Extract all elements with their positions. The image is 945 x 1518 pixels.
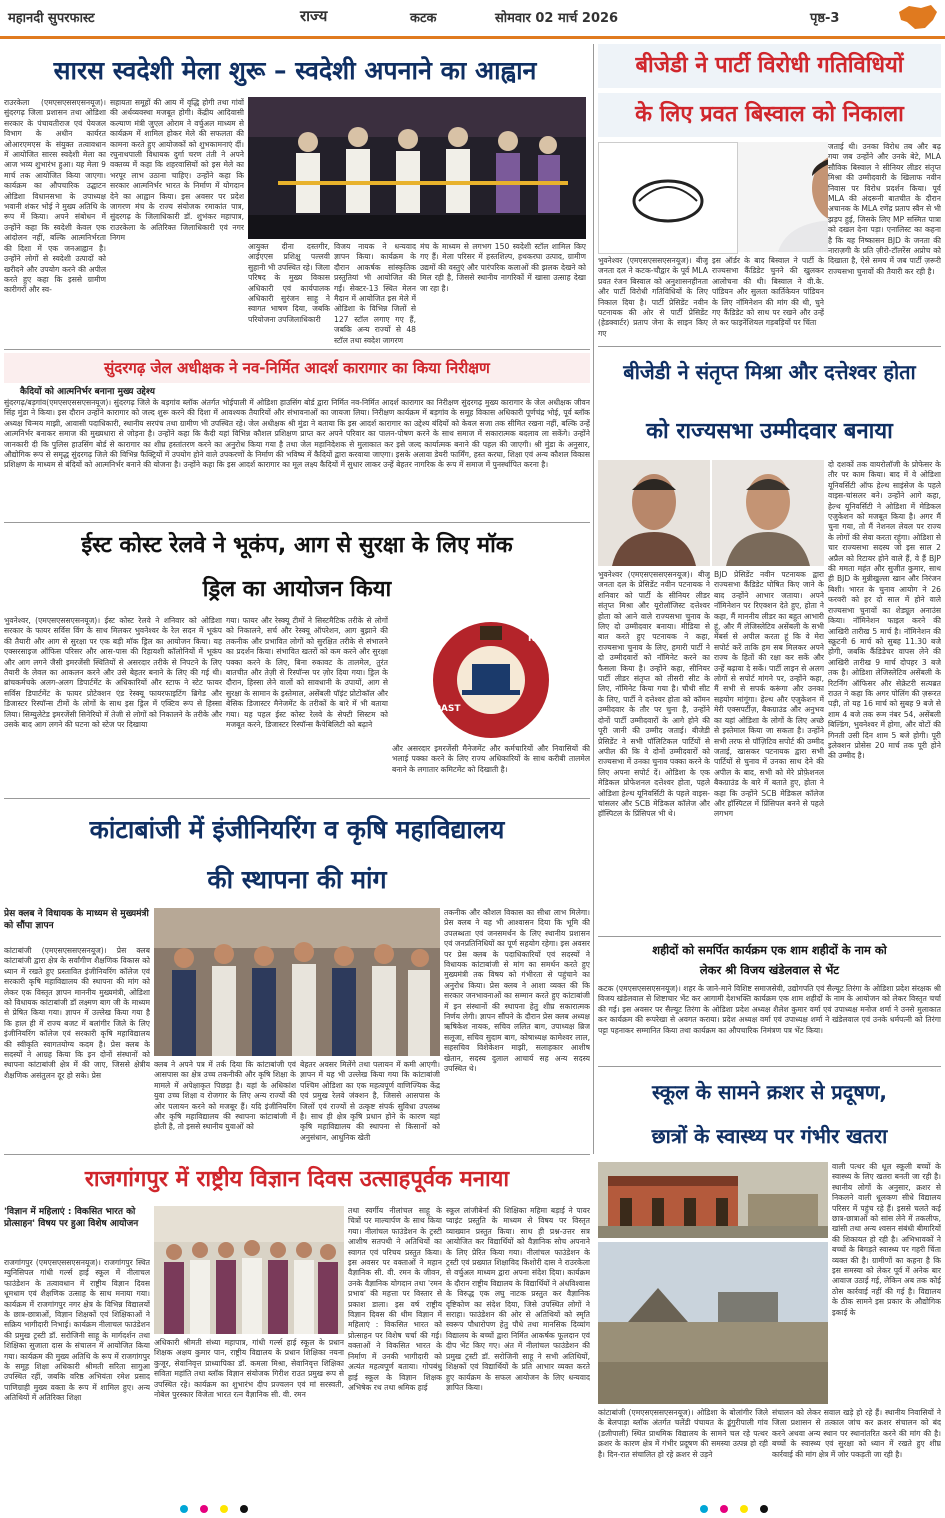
jail-headline: सुंदरगढ़ जेल अधीक्षक ने नव-निर्मित आदर्श कारागार का किया निरीक्षण [4, 353, 590, 383]
bjd-rs-headline-1: बीजेडी ने संतृप्त मिश्रा और दत्तेश्वर होता [623, 360, 916, 384]
bjd-expel-headline-1: बीजेडी ने पार्टी विरोधी गतिविधियों [598, 44, 941, 88]
crusher-headline-2: छात्रों के स्वास्थ्य पर गंभीर खतरा [651, 1124, 888, 1148]
rajgangpur-col-4: स्कूल लांजीबेर्ना की शिक्षिका महिमा बड़ाई ने पावर प्वाइंट प्रस्तुति के माध्यम से विषय पर विस्तृत व्याख्यान प्रस्तुत किया। साथ ही प्रश्न-उत्तर सत्र आयोजित कर विद्यार्थियों को वैज्ञानिक सोच अपनाने के लिए प्रेरित किया गया। नीलांचल फाउंडेशन के ट्रस्टी एवं प्रख्यात शिक्षाविद किशोरी दास ने राउरकेला से वर्चुअल माध्यम द्वारा अपना संदेश दिया। कार्यक्रम के दौरान राष्ट्रीय विद्यालय के विद्यार्थियों ने अंधविश्वास के विरुद्ध एक लघु नाटक प्रस्तुत कर वैज्ञानिक दृष्टिकोण का संदेश दिया, जिसे उपस्थित लोगों ने सराहा। फाउंडेशन की ओर से अतिथियों को स्मृति स्वरूप पौधारोपण हेतु पौधे तथा मानसिक दिव्यांग विद्यालय के बच्चों द्वारा निर्मित आकर्षक फूलदान एवं दीप भेंट किए गए। अंत में नीलांचल फाउंडेशन की प्रमुख ट्रस्टी डॉ. सरोजिनी साहू ने सभी अतिथियों, शिक्षकों एवं विद्यार्थियों के प्रति आभार व्यक्त करते हुए कार्यक्रम के सफल आयोजन के लिए धन्यवाद ज्ञापित किया। [446, 1206, 590, 1392]
railway-col-2: गया। फायर और रेस्क्यू टीमों ने सिस्टमैटिक तरीके से लोगों को निकालने, सर्च और रेस्क्यू ऑपरेशन, आग बुझाने की तकनीक और प्रभावित लोगों को सुरक्षित तरीके से संभालने का प्रदर्शन किया। संभावित खतरों को कम करने और सुरक्षा पक्का करने के लिए, बिना रुकावट के तालमेल, तुरंत बातचीत और तेज़ी से रिस्पॉन्स पर ज़ोर दिया गया। ड्रिल के दौरान, हिस्सा लेने वालों को सावधानी के उपायों, आग से सुरक्षा के सामान के इस्तेमाल, असेंबली पॉइंट प्रोटोकॉल और बेसिक डिजास्टर मैनेजमेंट के तरीकों के बारे में भी बताया गया। यह पहल ईस्ट कोस्ट रेलवे के सेफ्टी सिस्टम को मजबूत करने, डिजास्टर रिस्पॉन्स कैपेबिलिटी को बढ़ाने [226, 616, 388, 730]
bjd-rs-col-1: भुवनेश्वर (एमएसएससएसनयूज)। बीजू जनता दल के प्रेसिडेंट नवीन पटनायक ने शनिवार को पार्टी के सीनियर लीडर संतृप्त मिश्रा और यूरोलॉजिस्ट दत्तेश्वर होता को आने वाले राज्यसभा चुनाव के लिए दो उम्मीदवार बनाया। मीडिया से बात करते हुए पटनायक ने कहा, राज्यसभा चुनाव के लिए, हमारी पार्टी ने दो उम्मीदवारों को नॉमिनेट करने का फैसला किया है। उन्होंने कहा, सीनियर पार्टी लीडर संतृप्त को तीसरी सीट के लिए, नॉमिनेट किया गया है। चौथी सीट के लिए, पार्टी ने दत्तेश्वर होता को कॉमन उम्मीदवार के तौर पर चुना है, उन्होंने दोनों पार्टी उम्मीदवारों के आगे होने की पूरी जानी की उम्मीद जताई। बीजेडी प्रेसिडेंट ने सभी पॉलिटिकल पार्टियों से अपील की कि वे दोनों उम्मीदवारों को राज्यसभा में उनका चुनाव पक्का करने के लिए अपना सपोर्ट दें। ओडिशा के एक मेडिकल प्रोफेशनल दत्तेश्वर होता, पहले ओडिशा हेल्थ यूनिवर्सिटी के पहले वाइस-चांसलर और SCB मेडिकल कॉलेज और हॉस्पिटल के प्रिंसिपल भी थे। [598, 570, 710, 819]
crusher-site-photo [598, 1242, 828, 1404]
shaheed-body: कटक (एमएसएससएसनयूज)। शहर के जाने-माने विशिष्ट समाजसेवी, उद्योगपति एवं सैल्यूट तिरंगा के ओडिशा प्रदेश संरक्षक श्री विजय खंडेलवाल से शिष्टाचार भेंट कर आगामी देशभक्ति कार्यक्रम एक शाम शहीदों के नाम के आयोजन को लेकर विस्तृत चर्चा की गई। इस अवसर पर सैल्यूट तिरंगा के ओडिशा प्रदेश अध्यक्ष शैलेश कुमार वर्मा एवं उपाध्यक्ष मनोज शर्मा ने उनसे मुलाकात कर कार्यक्रम की रूपरेखा से अवगत कराया। प्रदेश अध्यक्ष वर्मा एवं उपाध्यक्ष शर्मा ने खंडेलवाल एवं उनके धर्मपत्नी को तिरंगा पट्टा पहनाकर सम्मानित किया तथा कार्यक्रम का औपचारिक निमंत्रण पत्र भेंट किया। [598, 984, 941, 1035]
magenta-mark-icon [720, 1505, 728, 1513]
saras-col-3: आयुक्त दीना दस्तगीर, आईएएस प्रशिक्षु पल्लवी सुहानी भी उपस्थित रहे। जिला परिषद के मुख्य विकास अधिकारी एवं कार्यपालक अधिकारी सुरंजन साहू ने स्वागत भाषण दिया, जबकि परियोजना उपजिलाधिकारी [248, 242, 330, 324]
rajgangpur-col-1: राजगांगपुर (एमएसएससएसनयूज)। राजगांगपुर स्थित म्युनिसिपल गांधी गर्ल्स हाई स्कूल में नीलाचल फाउंडेशन के तत्वावधान में राष्ट्रीय विज्ञान दिवस धूमधाम एवं शैक्षणिक उत्साह के साथ मनाया गया। कार्यक्रम में राजगांगपुर नगर क्षेत्र के विभिन्न विद्यालयों के छात्र-छात्राओं, विज्ञान शिक्षकों एवं शिक्षिकाओं ने सक्रिय भागीदारी निभाई। कार्यक्रम नीलाचल फाउंडेशन की प्रमुख ट्रस्टी डॉ. सरोजिनी साहू के मार्गदर्शन तथा शिक्षिका सुजाता दास के संचालन में आयोजित किया गया। कार्यक्रम की मुख्य अतिथि के रूप में राजगांगपुर के समूह शिक्षा अधिकारी श्रीमती सरिता सागुआ उपस्थित रहीं, जबकि वरिष्ठ अभियंता रमेश प्रसाद पाणिग्राही मुख्य वक्ता के रूप में शामिल हुए। अन्य अतिथियों में अतिरिक्त शिक्षा [4, 1258, 150, 1403]
saras-col-2: सहायता समूहों की आय में वृद्धि होगी तथा गांवों की अर्थव्यवस्था मजबूत होगी। केंद्रीय आदिवासी कल्याण मंत्री जुएल ओराम ने वर्चुअल माध्यम से कार्यक्रम में शामिल होकर मेले की सफलता की कामना करते हुए आयोजकों को शुभकामनाएं दीं। रघुनाथपाली विधायक दुर्गा चरण तंती ने अपने वक्तव्य में कहा कि शहरवासियों को इस मेले का भरपूर लाभ उठाना चाहिए। उन्होंने कहा कि सरकार आत्मनिर्भर भारत के निर्माण में योगदान देने का आह्वान किया। इस अवसर पर प्रदेश जागरण मंच के राज्य संयोजक रमाकांत पात्र, सुंदरगढ़ के जिलाधिकारी डॉ. शुभंकर महापात्र, राउरकेला के अतिरिक्त जिलाधिकारी एवं नगर निगम [110, 98, 244, 243]
conch-logo-icon [599, 143, 737, 253]
black-mark-icon [760, 1505, 768, 1513]
school-photo [598, 1162, 828, 1238]
railway-headline-2: ड्रिल का आयोजन किया [202, 577, 392, 602]
yellow-mark-icon [740, 1505, 748, 1513]
rajgangpur-col-3: तथा स्वर्गीय नीलांचल साहू के चित्रों पर माल्यार्पण के साथ किया गया। नीलांचल फाउंडेशन के ट्रस्टी आशीष सतपथी ने अतिथियों का स्वागत एवं परिचय प्रस्तुत किया। इस अवसर पर वक्ताओं ने महान वैज्ञानिक सी. वी. रमन के जीवन, उनके वैज्ञानिक योगदान तथा 'रमन प्रभाव' की महत्ता पर विस्तार से प्रकाश डाला। इस वर्ष राष्ट्रीय विज्ञान दिवस की थीम विज्ञान में महिलाएं : विकसित भारत को प्रोत्साहन पर विशेष चर्चा की गई। वक्ताओं ने विकसित भारत के निर्माण में उनकी भागीदारी को अत्यंत महत्वपूर्ण बताया। गोपबंधु हाई स्कूल के विज्ञान शिक्षक अभिषेक रथ तथा श्रमिक हाई [348, 1206, 442, 1392]
railway-col-1: भुवनेश्वर, (एमएसएससएसनयूज)। ईस्ट कोस्ट रेलवे ने शनिवार को ओडिशा सरकार के फायर सर्विस विंग के साथ मिलकर भुवनेश्वर के रेल सदन में भूकंप की तैयारी और आग से सुरक्षा पर एक बड़ी मॉक ड्रिल का आयोजन किया। यह एक्सरसाइज ऑफिस परिसर और आस-पास की रिहायशी कॉलोनियों में भूकंप और आग लगने जैसी इमरजेंसी स्थितियों से असरदार तरीके से निपटने के लिए तैयारी के लेवल का आकलन करने और उसे बेहतर बनाने के लिए की गई थी। ब्रांचकर्मचके अलग-अलग डिपार्टमेंट के अधिकारियों और स्टाफ ने स्टेट फायर सर्विस डिपार्टमेंट के फायर प्रोटेक्शन एंड रेस्क्यू फायरफाइटिंग ब्रिगेड और डिजास्टर रिस्पॉन्स टीमों के लोगों के साथ इस ड्रिल में एक्टिव रूप से हिस्सा लिया। सिम्युलेटेड इमरजेंसी सिनेरियो में तेजी से लोगों को निकालने के तरीके और उसके बाद आग लगने की घटना को स्टेज पर दिखाया [4, 616, 222, 730]
rajgangpur-photo [154, 1206, 344, 1334]
group-photo [154, 908, 440, 1056]
railway-col-3: और असरदार इमरजेंसी मैनेजमेंट और कर्मचारियों और निवासियों की भलाई पक्का करने के लिए राज्य अधिकारियों के साथ करीबी तालमेल बनाने के लगातार कमिटमेंट को दिखाती है। [392, 744, 590, 774]
bjd-logo-photo [598, 142, 738, 254]
kantabanji-col-1: कांटाबांजी (एमएसएससएसनयूज)। प्रेस क्लब कांटाबांजी द्वारा क्षेत्र के सर्वांगीण शैक्षणिक विकास को ध्यान में रखते हुए प्रस्तावित इंजीनियरिंग कॉलेज एवं सरकारी कृषि महाविद्यालय की स्थापना की मांग को लेकर एक विस्तृत ज्ञापन माननीय मुख्यमंत्री, ओडिशा को विधायक कांटाबांजी डॉ लक्ष्मण बाग जी के माध्यम से प्रेषित किया गया। ज्ञापन में उल्लेख किया गया है कि हाल ही में राज्य बजट में बलांगीर जिले के लिए इंजीनियरिंग कॉलेज एवं सरकारी कृषि महाविद्यालय की स्वीकृति स्वागतयोग्य कदम है। प्रेस क्लब के सदस्यों ने आग्रह किया कि इन दोनों संस्थानों को स्थापना कांटाबांजी क्षेत्र में की जाए, जिससे क्षेत्रीय शैक्षणिक असंतुलन दूर हो सके। प्रेस [4, 946, 150, 1080]
hota-photo [712, 460, 824, 566]
saras-col-4: विजय नायक ने धन्यवाद ज्ञापन किया। कार्यक्रम के दौरान आकर्षक सांस्कृतिक प्रस्तुतियां भी आयोजित की गईं। सेक्टर-13 स्थित मेलन मैदान में आयोजित इस मेले में ओडिशा के विभिन्न जिलों से 127 स्टॉल लगाए गए हैं, जबकि अन्य राज्यों से 48 स्टॉल तथा स्वदेश जागरण [334, 242, 416, 344]
odisha-map-icon [895, 2, 939, 32]
page-number: पृष्ठ-3 [810, 11, 840, 26]
crusher-col-right: वाली पत्थर की धूल स्कूली बच्चों के स्वास्थ्य के लिए खतरा बनती जा रही है। स्थानीय लोगों के अनुसार, क्रशर से निकलने वाली धूलकण सीधे विद्यालय परिसर में पहुंच रहे हैं। इससे चलते कई छात्र-छात्राओं को सांस लेने में तकलीफ, खांसी तथा अन्य श्वसन संबंधी बीमारियों की शिकायत हो रही है। अभिभावकों ने बच्चों के बिगड़ते स्वास्थ्य पर गहरी चिंता व्यक्त की है। ग्रामीणों का कहना है कि इस समस्या को लेकर पूर्व में अनेक बार आवाज उठाई गई, लेकिन अब तक कोई ठोस कार्रवाई नहीं की गई है। विद्यालय के ठीक सामने इस प्रकार के औद्योगिक इकाई के [832, 1162, 941, 1317]
railway-headline-1: ईस्ट कोस्ट रेलवे ने भूकंप, आग से सुरक्षा के लिए मॉक [81, 533, 513, 558]
jail-body: सुंदरगढ़/बड़गांव(एमएसएससएसनयूज)। सुंदरगढ़ जिले के बड़गांव ब्लॉक अंतर्गत भोईपाली में ओडिशा हाउसिंग बोर्ड द्वारा निर्मित नव-निर्मित आदर्श कारागार का निरीक्षण सुंदरगढ़ मुख्य कारागार के जेल अधीक्षक जीवन सिंह मुंडा ने किया। इस दौरान उन्होंने कारागार को जल्द शुरू करने की दिशा में आवश्यक तैयारियों और संभावनाओं का जायजा लिया। निरीक्षण कार्यक्रम में बड़गांव के समूह विकास अधिकारी पूर्णचंद्र भोई, पूर्व ब्लॉक अध्यक्ष चिन्मय माझी, आवासी पदाधिकारी, स्थानीय सरपंच तथा ग्रामीण भी उपस्थित रहे। जेल अधीक्षक श्री मुंडा ने बताया कि इस आदर्श कारागार का उद्देश्य बंदियों को केवल सजा तक सीमित रखना नहीं, बल्कि उन्हें आत्मनिर्भर बनाकर समाज की मुख्यधारा से जोड़ना है। उन्होंने कहा कि कैदी यहां विभिन्न कौशल प्रशिक्षण प्राप्त कर अपने परिवार का पालन-पोषण करने के साथ समाज में सकारात्मक बदलाव ला सकेंगे। उन्होंने जानकारी दी कि पुलिस हाउसिंग बोर्ड से कारागार का शीघ्र हस्तांतरण करने का अनुरोध किया गया है तथा जेल महानिदेशक से मुलाकात कर इसे जल्द कार्यात्मक बनाने की पहल की जाएगी। श्री मुंडा के अनुसार, औद्योगिक रूप से समृद्ध सुंदरगढ़ जिले की विभिन्न फैक्ट्रियों में उपयोग होने वाले उपकरणों के निर्माण की भविष्य में कैदियों द्वारा करवाया जाएगा। इसके अलावा डेयरी फार्मिंग, हस्त करघा, शिक्षा एवं अन्य कौशल विकास प्रशिक्षण के माध्यम से बंदियों को आत्मनिर्भर बनाने की योजना है। उन्होंने कहा कि इस आदर्श कारागार का मूल लक्ष्य कैदियों में सुधार लाकर उन्हें बेहतर नागरिक के रूप में समाज में पुनर्स्थापित करना है। [4, 398, 590, 470]
bjd-expel-col-1: भुवनेश्वर (एमएसएससएसनयूज)। बीजू जनता दल ने कटक-चौद्वार के पूर्व MLA प्रवत रंजन बिस्वाल को अनुशासनहीनता और पार्टी विरोधी गतिविधियों के लिए निकाल दिया है। पार्टी प्रेसिडेंट नवीन पटनायक की ओर से पार्टी प्रेसिडेंट (हेडक्वार्टर) प्रताप जेना के साइन किए गए [598, 256, 708, 338]
cyan-mark-icon [700, 1505, 708, 1513]
paper-name: महानदी सुपरफास्ट [8, 11, 95, 26]
divider [4, 798, 590, 799]
portrait-icon [712, 460, 824, 566]
bjd-rs-col-3: दो दशकों तक वायरोलॉजी के प्रोफेसर के तौर पर काम किया। बाद में वे ओडिशा यूनिवर्सिटी ऑफ हेल्थ साइंसेज के पहले वाइस-चांसलर बने। उन्होंने आगे कहा, हेल्थ यूनिवर्सिटी ने ओडिशा में मेडिकल एजुकेशन को मजबूत किया है। अगर मैं चुना गया, तो मैं नेशनल लेवल पर राज्य के लोगों की सेवा करता रहूंगा। ओडिशा से चार राज्यसभा सदस्य जो इस साल 2 अप्रैल को रिटायर होने वाले हैं, वे हैं BJP की ममता महंत और सुजीत कुमार, साथ ही BJD के मुन्नीखुल्ला खान और निरंजन बिशी। भारत के चुनाव आयोग ने 26 फरवरी को हर दो साल में होने वाले राज्यसभा चुनावों का शेड्यूल अनाउंस किया। नॉमिनेशन फाइल करने की आखिरी तारीख 5 मार्च है। नॉमिनेशन की स्क्रूटनी 6 मार्च को सुबह 11.30 बजे होगी, जबकि कैंडिडेचर वापस लेने की आखिरी तारीख 9 मार्च दोपहर 3 बजे तक है। ओडिशा लेजिस्लेटिव असेंबली के रिटर्निंग ऑफिसर और सेक्रेटरी सत्यब्रत राउत ने कहा कि अगर पोलिंग की ज़रूरत पड़ी, तो यह 16 मार्च को सुबह 9 बजे से शाम 4 बजे तक रूम नंबर 54, असेंबली बिल्डिंग, भुवनेश्वर में होगा, और वोटों की गिनती उसी दिन शाम 5 बजे होगी। पूरी इलेक्शन प्रोसेस 20 मार्च तक पूरी होने की उम्मीद है। [828, 460, 941, 761]
stage-group-photo [154, 1206, 344, 1334]
date: सोमवार 02 मार्च 2026 [495, 11, 619, 26]
shaheed-headline-2: लेकर श्री विजय खंडेलवाल से भेंट [699, 963, 840, 977]
cyan-mark-icon [180, 1505, 188, 1513]
kantabanji-col-3: बेहतर अवसर मिलेंगे तथा पलायन में कमी आएगी। ज्ञापन में यह भी उल्लेख किया गया कि कांटाबांजी पश्चिम ओडिशा का एक महत्वपूर्ण वाणिज्यिक केंद्र एवं प्रमुख रेलवे जंक्शन है, जिससे आसपास के जिलों एवं राज्यों से उत्कृष्ट संपर्क सुविधा उपलब्ध है। साथ ही क्षेत्र कृषि प्रधान होने के कारण यहां कृषि महाविद्यालय की स्थापना से किसानों को अनुसंधान, आधुनिक खेती [300, 1060, 440, 1142]
bjd-expel-headline-2: के लिए प्रवत बिस्वाल को निकाला [598, 93, 941, 137]
magenta-mark-icon [200, 1505, 208, 1513]
portrait-icon [598, 460, 710, 566]
divider [598, 936, 941, 937]
ribbon-cutting-photo [248, 97, 586, 239]
divider [598, 1066, 941, 1067]
city: कटक [410, 11, 437, 26]
saras-photo [248, 97, 586, 239]
divider [4, 1154, 590, 1155]
bjd-expel-col-2: इस ऑर्डर के बाद बिस्वाल ने पार्टी के राज्यसभा कैंडिडेट चुनने की खुलकर आलोचना की थी। बिस्वाल ने वी.के. पांडियन और सुलता कार्तिकेयन पांडियन के लिए नॉमिनेशन की मांग की थी, चुने गए कैंडिडेट को साथ पर रखने और उन्हें ले कर फाइनेंशियल गड़बड़ियों पर चिंता [712, 256, 824, 328]
mishra-photo [598, 460, 710, 566]
black-mark-icon [240, 1505, 248, 1513]
masthead [0, 0, 945, 39]
kantabanji-headline-2: की स्थापना की मांग [207, 865, 387, 894]
divider [4, 522, 590, 523]
crusher-headline-1: स्कूल के सामने क्रशर से प्रदूषण, [652, 1080, 887, 1104]
rajgangpur-col-2: अधिकारी श्रीमती संध्या महापात्र, गांधी गर्ल्स हाई स्कूल के प्रधान शिक्षक अक्षय कुमार पान, राष्ट्रीय विद्यालय के प्रधान शिक्षिका नयना कुजूर, सेवानिवृत्त प्राध्यापिका डॉ. कमला मिश्रा, सेवानिवृत्त शिक्षिका सविता महांति तथा ब्लॉक विज्ञान संयोजक गिरीश राउत प्रमुख रूप से उपस्थित रहे। कार्यक्रम का शुभारंभ दीप प्रज्वलन एवं मां सरस्वती, नोबेल पुरस्कार विजेता भारत रत्न वैज्ञानिक सी. वी. रमन [154, 1338, 344, 1400]
divider [4, 349, 590, 350]
logo-text-top: EAST COAST [398, 704, 461, 714]
kantabanji-photo [154, 908, 440, 1056]
rajgangpur-headline: राजगांगपुर में राष्ट्रीय विज्ञान दिवस उत्साहपूर्वक मनाया [84, 1167, 510, 1192]
logo-text-bottom: RAILWAY [528, 634, 573, 644]
crusher-col-b2: संचालन को लेकर सवाल खड़े हो रहे हैं। स्थानीय निवासियों ने जिला प्रशासन से तत्काल जांच कर क्रशर संचालन को बंद करने अथवा अन्य स्थान पर स्थानांतरित करने की मांग की है। बच्चों के स्वास्थ्य एवं सुरक्षा को ध्यान में रखते हुए शीघ्र कार्रवाई की मांग क्षेत्र में जोर पकड़ती जा रही है। [772, 1408, 941, 1459]
bjd-expel-col-3: जताई थी। उनका विरोध तब और बढ़ गया जब उन्होंने और उनके बेटे, MLA सौविक बिस्वाल ने सीनियर लीडर संतृप्त मिश्रा की उम्मीदवारी के खिलाफ नवीन निवास पर विरोध प्रदर्शन किया। पूर्व MLA की अंदरूनी बातचीत के दौरान अचानक के MLA रणेंद्र प्रताप स्वैन से भी झड़प हुई, जिसके लिए MP सस्मित पात्रा को दखल देना पड़ा। एनालिस्ट का कहना है कि यह निष्कासन BJD के जनता की नाराज़गी के प्रति ज़ीरो-टॉलरेंस अप्रोच को दिखाता है, ऐसे समय में जब पार्टी ज़रूरी राज्यसभा चुनावों की तैयारी कर रही है। [828, 142, 941, 340]
column-rule [593, 44, 594, 1154]
kantabanji-col-4: तकनीक और कौशल विकास का सीधा लाभ मिलेगा। प्रेस क्लब ने यह भी आश्वासन दिया कि भूमि की उपलब्धता एवं जनसमर्थन के लिए स्थानीय प्रशासन एवं जनप्रतिनिधियों का पूर्ण सहयोग रहेगा। इस अवसर पर प्रेस क्लब के पदाधिकारियों एवं सदस्यों ने विधायक कांटाबांजी से मांग का समर्थन करते हुए मुख्यमंत्री तक विषय को गंभीरता से पहुंचाने का अनुरोध किया। प्रेस क्लब ने आशा व्यक्त की कि सरकार जनभावनाओं का सम्मान करते हुए कांटाबांजी में इन संस्थानों की स्थापना हेतु शीघ्र सकारात्मक निर्णय लेगी। ज्ञापन सौंपने के दौरान प्रेस क्लब अध्यक्ष ऋषिकेश नायक, सचिव ललित बाग, उपाध्यक्ष ब्रिज सलूजा, सचिव सुदाम बाग, कोषाध्यक्ष कामेश्वर लाल, सहसचिव विशेकेशन माझी, सलाहकार आशीष खेतान, सदस्य दुलाल आचार्य सह अन्य सदस्य उपस्थित थे। [444, 908, 590, 1074]
divider [598, 346, 941, 347]
rajgangpur-subhead: 'विज्ञान में महिलाएं : विकसित भारत को प्रोत्साहन' विषय पर हुआ विशेष आयोजन [4, 1207, 139, 1229]
jail-subhead: कैदियों को आत्मनिर्भर बनाना मुख्य उद्देश्य [20, 387, 155, 397]
yellow-mark-icon [220, 1505, 228, 1513]
saras-headline: सारस स्वदेशी मेला शुरू – स्वदेशी अपनाने का आह्वान [53, 56, 537, 85]
saras-col-1: राउरकेला (एमएसएससएसनयूज)। सुंदरगढ़ जिला प्रशासन तथा ओडिशा सरकार के पंचायतीराज एवं पेयजल विभाग के अधीन कार्यरत ओआरएमएस के संयुक्त तत्वावधान में आयोजित सारस स्वदेशी मेला का आज भव्य शुभारंभ हुआ। यह मेला 9 मार्च तक आयोजित किया जाएगा। कार्यक्रम का औपचारिक उद्घाटन ओडिशा विधानसभा के उपाध्यक्ष भवानी शंकर भोई ने मुख्य अतिथि के रूप में किया। अपने संबोधन में उन्होंने कहा कि स्वदेशी केवल एक आंदोलन नहीं, बल्कि आत्मनिर्भरता की दिशा में एक जनआह्वान है। उन्होंने लोगों से स्वदेशी उत्पादों को खरीदने और उपयोग करने की अपील करते हुए कहा कि इससे ग्रामीण कारीगरों और स्व- [4, 98, 106, 295]
crusher-col-b1: कांटाबांजी (एमएसएससएसनयूज)। ओडिशा के बोलांगीर जिले के बेलपाड़ा ब्लॉक अंतर्गत चलेंडी पंचायत के डूंगुरीपाली गांव (डलीपाली) स्थित प्राथमिक विद्यालय के सामने चल रहे पत्थर क्रशर के कारण क्षेत्र में गंभीर प्रदूषण की समस्या उत्पन्न हो रही है। दिन-रात संचालित हो रहे क्रशर से उड़ने [598, 1408, 768, 1459]
saras-col-5: मंच के माध्यम से लगभग 150 स्वदेशी स्टॉल शामिल किए गए हैं। मेला परिसर में हस्तशिल्प, हथकरघा उत्पाद, ग्रामीण उद्यमों की वस्तुएं और पारंपरिक कलाओं की झलक देखने को मिल रही है, जिससे स्थानीय नागरिकों में खासा उत्साह देखा जा रहा है। [420, 242, 586, 293]
east-coast-railway-logo [392, 616, 590, 740]
kantabanji-subhead: प्रेस क्लब ने विधायक के माध्यम से मुख्यमंत्री को सौंपा ज्ञापन [4, 909, 149, 931]
crusher-photo [598, 1242, 828, 1404]
shaheed-headline-1: शहीदों को समर्पित कार्यक्रम एक शाम शहीदों के नाम को [652, 943, 887, 957]
school-building-photo [598, 1162, 828, 1238]
kantabanji-col-2: क्लब ने अपने पत्र में तर्क दिया कि कांटाबांजी एवं आसपास का क्षेत्र उच्च तकनीकी और कृषि शिक्षा के मामले में अपेक्षाकृत पिछड़ा है। यहां के अधिकांश युवा उच्च शिक्षा व रोजगार के लिए अन्य राज्यों की ओर पलायन करने को मजबूर हैं। यदि इंजीनियरिंग और कृषि महाविद्यालय की स्थापना कांटाबांजी में होती है, तो इससे स्थानीय युवाओं को [154, 1060, 296, 1132]
bjd-rs-headline-2: को राज्यसभा उम्मीदवार बनाया [646, 419, 893, 444]
footer-color-marks [0, 1500, 945, 1518]
kantabanji-headline-1: कांटाबांजी में इंजीनियरिंग व कृषि महाविद्यालय [89, 815, 505, 844]
section-name: राज्य [300, 7, 328, 25]
bjd-rs-col-2: BJD प्रेसिडेंट नवीन पटनायक द्वारा राज्यसभा कैंडिडेट घोषित किए जाने के बाद उन्होंने आभार जताया। अपने नॉमिनेशन पर रिएक्शन देते हुए, होता ने कहा, मैं माननीय लीडर का बहुत आभारी हूं, और मैं लेजिस्लेटिव असेंबली के सभी मेंबर्स से अपील करता हूं कि वे मेरा सपोर्ट करें ताकि हम सब मिलकर अपने राज्य के हितों की रक्षा कर सकें और उन्हें बढ़ावा दे सकें। पार्टी लाइन से अलग लोगों से सपोर्ट मांगने पर, उन्होंने कहा, मैं सभी से सपर्क करूंगा और उनका सहयोग मांगूंगा। हेल्थ और एजुकेशन में मेरी एक्सपर्टीज़, बैकग्राउंड और अनुभव का यहां ओडिशा के लोगों के लिए अच्छे से इस्तेमाल किया जा सकता है। उन्होंने सभी तरफ से पॉज़िटिव सपोर्ट की उम्मीद जताई, खासकर पटनायक द्वारा सभी पार्टियों से चुनाव में उनका साथ देने की अपील के बाद, सभी को मेरे प्रोफ़ेशनल बैकग्राउंड के बारे में बताते हुए, होता ने कहा कि उन्होंने SCB मेडिकल कॉलेज और हॉस्पिटल में प्रिंसिपल बनने से पहले लगभग [714, 570, 824, 819]
